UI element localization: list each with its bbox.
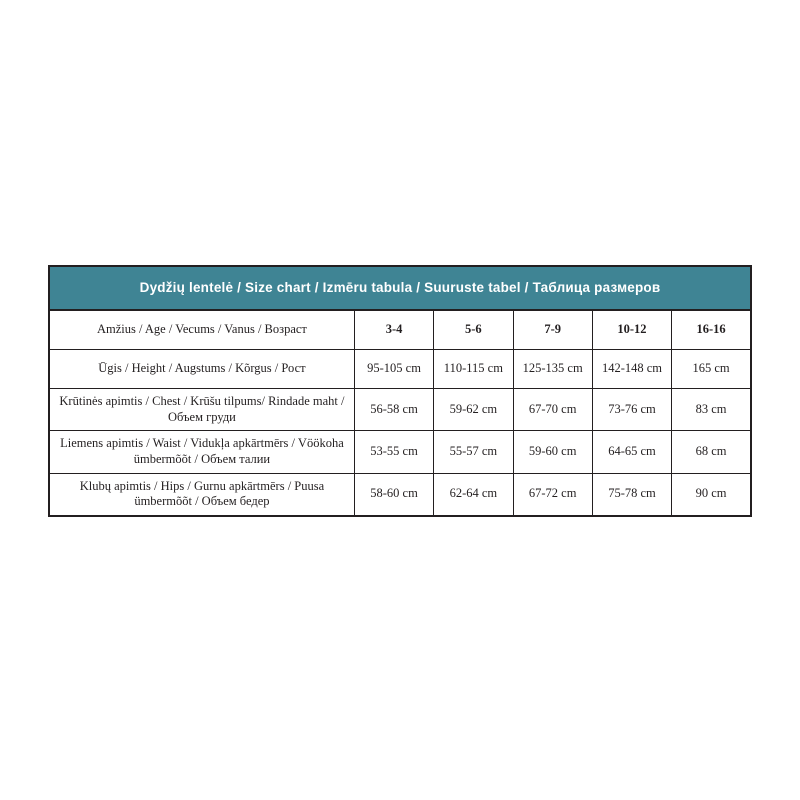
- table-row: [49, 310, 751, 350]
- cell-hips-2: 62-64 cm: [434, 473, 513, 516]
- cell-chest-2: 59-62 cm: [434, 389, 513, 431]
- cell-height-3: 125-135 cm: [513, 350, 592, 389]
- cell-age-2: 5-6: [434, 310, 513, 350]
- cell-age-3: 7-9: [513, 310, 592, 350]
- row-label-hips: Klubų apimtis / Hips / Gurnu apkārtmērs / Puusa ümbermõõt / Объем бедер: [49, 473, 354, 516]
- cell-hips-5: 90 cm: [672, 473, 751, 516]
- cell-hips-1: 58-60 cm: [354, 473, 433, 516]
- cell-height-2: 110-115 cm: [434, 350, 513, 389]
- row-label-waist: Liemens apimtis / Waist / Vidukļa apkārtmērs / Vöökoha ümbermõõt / Объем талии: [49, 431, 354, 473]
- cell-hips-3: 67-72 cm: [513, 473, 592, 516]
- row-label-chest: Krūtinės apimtis / Chest / Krūšu tilpums/ Rindade maht / Объем груди: [49, 389, 354, 431]
- cell-chest-5: 83 cm: [672, 389, 751, 431]
- cell-chest-4: 73-76 cm: [592, 389, 671, 431]
- row-label-height: Ūgis / Height / Augstums / Kõrgus / Рост: [49, 350, 354, 389]
- cell-waist-4: 64-65 cm: [592, 431, 671, 473]
- table-row: [49, 431, 751, 473]
- cell-waist-3: 59-60 cm: [513, 431, 592, 473]
- cell-age-5: 16-16: [672, 310, 751, 350]
- cell-height-4: 142-148 cm: [592, 350, 671, 389]
- table-row: [49, 473, 751, 516]
- cell-waist-2: 55-57 cm: [434, 431, 513, 473]
- page-title: Dydžių lentelė / Size chart / Izmēru tabula / Suuruste tabel / Таблица размеров: [49, 266, 751, 310]
- row-label-age: Amžius / Age / Vecums / Vanus / Возраст: [49, 310, 354, 350]
- cell-height-1: 95-105 cm: [354, 350, 433, 389]
- cell-age-4: 10-12: [592, 310, 671, 350]
- cell-chest-3: 67-70 cm: [513, 389, 592, 431]
- cell-chest-1: 56-58 cm: [354, 389, 433, 431]
- cell-waist-1: 53-55 cm: [354, 431, 433, 473]
- size-chart-container: [48, 265, 752, 517]
- table-row: [49, 350, 751, 389]
- table-title-row: [49, 266, 751, 310]
- table-row: [49, 389, 751, 431]
- cell-hips-4: 75-78 cm: [592, 473, 671, 516]
- cell-age-1: 3-4: [354, 310, 433, 350]
- cell-height-5: 165 cm: [672, 350, 751, 389]
- cell-waist-5: 68 cm: [672, 431, 751, 473]
- size-chart-table: [48, 265, 752, 517]
